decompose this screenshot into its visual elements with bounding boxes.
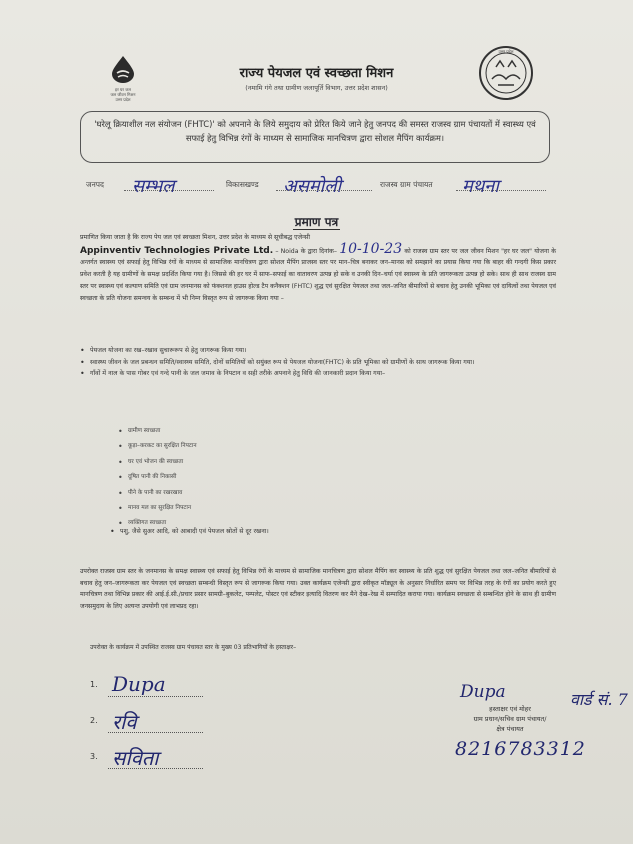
witness-signature: सविता — [112, 746, 159, 770]
district-label: जनपद — [86, 180, 104, 189]
sanitation-topics-list — [118, 424, 418, 532]
signatory-role: ग्राम प्रधान/सचिव ग्राम पंचायत/ — [473, 715, 547, 723]
sign-and-seal-label: हस्ताक्षर एवं मोहर — [489, 705, 531, 713]
ward-number: वार्ड सं. 7 — [570, 690, 628, 709]
phone-number: 8216783312 — [455, 738, 586, 760]
signatory-role-2: क्षेत्र पंचायत — [496, 725, 524, 733]
program-description-box: 'घरेलू क्रियाशील नल संयोजन (FHTC)' को अपनाने के लिये समुदाय को प्रेरित किये जाने हेतु जनपद की समस्त राजस्व ग्राम पंचायतों में स्वास्थ्य एवं सफाई हेतु विभिन्न रंगों के माध्यम से सामाजिक मानचित्रण द्वारा सोशल मैपिंग कार्यक्रम। — [80, 111, 550, 163]
certificate-paragraph-2: उपरोक्त राजस्व ग्राम स्तर के जनमानस के समक्ष स्वास्थ्य एवं सफाई हेतु विभिन्न रंगों के माध्यम से सामाजिक मानचित्रण द्वारा सोशल मैपिंग कर स्वास्थ्य के प्रति शुद्ध एवं सुरक्षित पेयजल तथा जल–जनित बीमारियों से बचाव हेतु जन–जागरूकता कर पेयजल एवं स्वच्छता सम्बन्धी विस्तृत रूप से जागरूक किया गया। उक्त कार्यक्रम एजेन्सी द्वारा स्वीकृत मॉड्यूल के अनुसार निर्धारित समय पर विभिन्न तरह के रंगों का प्रयोग करते हुए मानचित्रण तथा विभिन्न प्रकार की आई.ई.सी./प्रचार प्रसार सामग्री–बुकलेट, पम्पलेट, पोस्टर एवं स्टीकर इत्यादि वितरण कर मैने देख–रेख में सम्पादित कराया गया। कार्यक्रम स्वच्छता से सम्बन्धित होने के साथ ही ग्रामीण जनसमुदाय के लिए अत्यन्त उपयोगी एवं लाभप्रद रहा। — [80, 568, 556, 610]
witness-number: 2. — [90, 716, 98, 725]
witness-row — [90, 672, 290, 708]
last-bullet — [110, 526, 530, 538]
bullet-item: • पेयजल योजना का रख–रखाव सुचारूरूप से हेतु जागरूक किया गया। — [80, 345, 556, 357]
witness-signature: रवि — [112, 710, 137, 734]
topic-item: • घर एवं भोजन की स्वच्छता — [118, 455, 418, 470]
topic-item: • मानव मल का सुरक्षित निपटान — [118, 501, 418, 516]
emblem-lettering: उत्तर प्रदेश — [498, 49, 514, 54]
panchayat-label: राजस्व ग्राम पंचायत — [380, 180, 433, 189]
bullet-item: • गाँवों में नाल के पास गोबर एवं गन्दे पानी के जल जमाव के निपटान व सही तरीके अपनाने हेतु विधि की जानकारी प्रदान किया गया– — [80, 368, 556, 380]
signature-line — [108, 696, 203, 697]
topic-item: • दूषित पानी की निकासी — [118, 470, 418, 485]
block-label: विकासखण्ड — [226, 180, 259, 189]
para1-part3: को राजस्व ग्राम स्तर पर जल जीवन मिशन "हर घर जल" योजना के अन्तर्गत स्वास्थ्य एवं सफाई हेतु विभिन्न रंगों के माध्यम से सामाजिक मानचित्रण द्वारा सोशल मैपिंग प्राजस्व स्तर पर मान–चित्र बनाकर जन–मानस को समझाने का प्रयास किया गया कि बाहर की गन्दगी किस प्रकार प्रवेश करती है यह ग्रामीणों के समक्ष प्रदर्शित किया गया है। जिससे की हर घर में साफ–सफाई का वातावरण उत्पन्न हो सके व उनकी दिन–चर्या एवं स्वास्थ्य के प्रति जागरूकता उत्पन्न हो सके। साथ ही साथ राजस्व ग्राम स्तर पर स्वास्थ्य एवं कल्याण समिति एवं ग्राम जनमानस को फंक्शनल हाउस होल्ड टैप कनैक्शन (FHTC) शुद्ध एवं सुरक्षित पेयजल तथा जल–जनित बीमारियों से बचाव हेतु उनकी भूमिका एवं दायित्वों तथा पेयजल एवं स्वच्छता के प्रति योजना समन्वय के सम्बन्ध में भी निम्न विस्तृत रूप से जागरूक किया गया – — [80, 247, 557, 302]
logo-caption-2: जल जीवन मिशन — [110, 92, 136, 97]
district-value: सम्भल — [132, 176, 175, 197]
witness-signatures — [90, 672, 290, 780]
panchayat-value: मथना — [462, 176, 499, 197]
bullet-list — [80, 345, 556, 380]
bullet-item: • पशु, जैसे सुअर आदि, को आबादी एवं पेयजल स्रोतों से दूर रखना। — [110, 526, 530, 538]
location-line — [0, 176, 633, 206]
up-government-emblem-icon — [478, 45, 534, 101]
signature-line — [108, 732, 203, 733]
witness-number: 1. — [90, 680, 98, 689]
topic-item: • ग्रामीण स्वच्छता — [118, 424, 418, 439]
mission-title: राज्य पेयजल एवं स्वच्छता मिशन — [239, 66, 394, 81]
signatory-signature: Dupa — [460, 682, 506, 702]
agency-name: Appinventiv Technologies Private Ltd. — [80, 245, 274, 256]
certificate-title-text: प्रमाण पत्र — [294, 215, 339, 229]
witness-heading: उपरोक्त के कार्यक्रम में उपस्थित राजस्व ग्राम पंचायत स्तर के मुख्य 03 प्रतिभागियों के हस्ताक्षर– — [90, 644, 297, 651]
bullet-item: • स्वास्थ्य जीवन के जल प्रबन्धन समिति/स्वास्थ्य समिति, दोनों समितियों को सयुंक्त रूप से पेयजल योजना(FHTC) के प्रति भूमिका को ग्रामीणों के साथ जागरूक किया गया। — [80, 357, 556, 369]
district-underline — [124, 190, 214, 191]
certificate-paragraph-1 — [80, 232, 556, 304]
witness-signature: Dupa — [112, 672, 166, 696]
signature-line — [108, 768, 203, 769]
topic-item: • पीने के पानी का रखरखाव — [118, 486, 418, 501]
para1-part2: – Noida के द्वारा दिनांक– — [275, 247, 337, 255]
block-value: असमोली — [283, 176, 342, 197]
panchayat-underline — [456, 190, 546, 191]
block-underline — [276, 190, 372, 191]
para1-part1: प्रमाणित किया जाता है कि राज्य पेय जल एवं स्वच्छता मिशन, उत्तर प्रदेश के माध्यम से सूचीबद्ध एजेन्सी — [80, 234, 310, 241]
logo-caption-3: उत्तर प्रदेश — [115, 97, 131, 102]
witness-row — [90, 708, 290, 744]
logo-caption-1: हर घर जल — [115, 87, 131, 92]
topic-item: • कूड़ा–करकट का सुरक्षित निपटान — [118, 439, 418, 454]
topic-item: • व्यक्तिगत स्वच्छता — [118, 516, 418, 531]
mission-subtitle: (नमामि गंगे तथा ग्रामीण जलापूर्ति विभाग, उत्तर प्रदेश शासन) — [245, 84, 388, 92]
witness-row — [90, 744, 290, 780]
witness-number: 3. — [90, 752, 98, 761]
certificate-title — [0, 213, 633, 230]
program-date: 10-10-23 — [339, 240, 403, 257]
